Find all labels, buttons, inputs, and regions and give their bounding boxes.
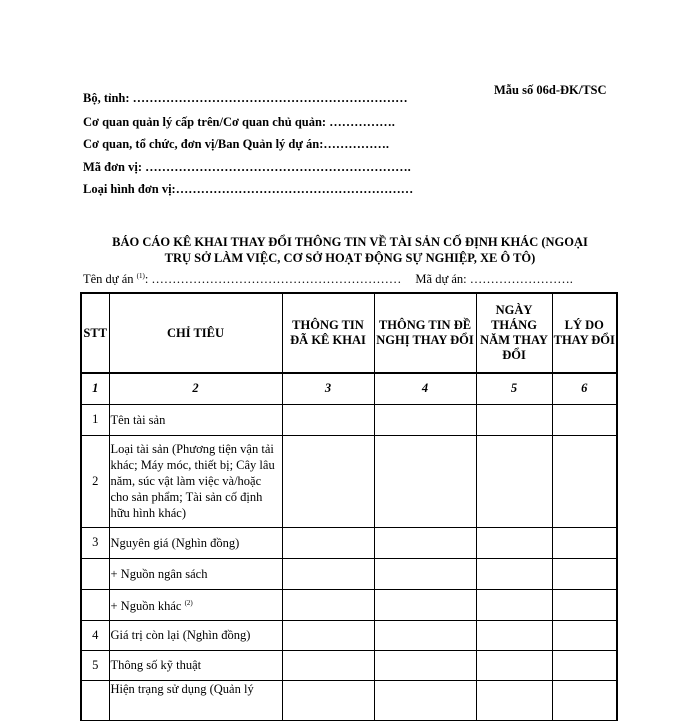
change-reason-cell[interactable] xyxy=(552,589,617,620)
column-number: 6 xyxy=(552,373,617,404)
proposed-change-cell[interactable] xyxy=(374,589,476,620)
change-declaration-table xyxy=(80,292,618,721)
table-row xyxy=(81,527,617,558)
column-number: 5 xyxy=(476,373,552,404)
change-reason-cell[interactable] xyxy=(552,527,617,558)
column-number: 1 xyxy=(81,373,109,404)
row-label: Loại tài sản (Phương tiện vận tải khác; Máy móc, thiết bị; Cây lâu năm, súc vật làm việc và/hoặc cho sản phẩm; Tài sản cố định hữu hình khác) xyxy=(109,435,282,527)
change-date-cell[interactable] xyxy=(476,404,552,435)
change-reason-cell[interactable] xyxy=(552,558,617,589)
change-reason-cell[interactable] xyxy=(552,404,617,435)
header-indicator: CHỈ TIÊU xyxy=(109,293,282,373)
header-change-reason: LÝ DO THAY ĐỔI xyxy=(552,293,617,373)
declared-info-cell[interactable] xyxy=(282,435,374,527)
row-stt: 4 xyxy=(81,620,109,650)
column-number: 3 xyxy=(282,373,374,404)
row-label: Hiện trạng sử dụng (Quản lý xyxy=(109,680,282,720)
table-row xyxy=(81,650,617,680)
row-label xyxy=(109,589,282,620)
declared-info-cell[interactable] xyxy=(282,558,374,589)
row-stt: 5 xyxy=(81,650,109,680)
proposed-change-cell[interactable] xyxy=(374,650,476,680)
header-change-date: NGÀY THÁNG NĂM THAY ĐỔI xyxy=(476,293,552,373)
project-name-dots: : …………………………………………………… xyxy=(144,272,402,286)
change-date-cell[interactable] xyxy=(476,527,552,558)
table-header-row xyxy=(81,293,617,373)
row-stt: 2 xyxy=(81,435,109,527)
row-label-text: + Nguồn khác xyxy=(110,599,185,613)
row-label: + Nguồn ngân sách xyxy=(109,558,282,589)
project-line xyxy=(83,272,573,287)
row-stt xyxy=(81,680,109,720)
header-stt: STT xyxy=(81,293,109,373)
proposed-change-cell[interactable] xyxy=(374,680,476,720)
header-unit-code: Mã đơn vị: ………………………………………………………. xyxy=(83,160,411,174)
proposed-change-cell[interactable] xyxy=(374,404,476,435)
declared-info-cell[interactable] xyxy=(282,620,374,650)
column-number: 4 xyxy=(374,373,476,404)
declared-info-cell[interactable] xyxy=(282,527,374,558)
report-title-line-1: BÁO CÁO KÊ KHAI THAY ĐỔI THÔNG TIN VỀ TÀI SẢN CỐ ĐỊNH KHÁC (NGOẠI xyxy=(112,235,588,249)
header-ministry-province: Bộ, tỉnh: ………………………………………………………… xyxy=(83,91,408,105)
change-reason-cell[interactable] xyxy=(552,650,617,680)
declared-info-cell[interactable] xyxy=(282,404,374,435)
change-date-cell[interactable] xyxy=(476,589,552,620)
change-date-cell[interactable] xyxy=(476,680,552,720)
change-reason-cell[interactable] xyxy=(552,620,617,650)
row-label: Tên tài sản xyxy=(109,404,282,435)
row-stt xyxy=(81,558,109,589)
column-number-row xyxy=(81,373,617,404)
change-date-cell[interactable] xyxy=(476,558,552,589)
row-stt: 1 xyxy=(81,404,109,435)
table-row xyxy=(81,404,617,435)
table-row xyxy=(81,680,617,720)
report-title-line-2: TRỤ SỞ LÀM VIỆC, CƠ SỞ HOẠT ĐỘNG SỰ NGHIỆP, XE Ô TÔ) xyxy=(164,251,536,265)
row-label-footnote: (2) xyxy=(184,599,193,607)
report-title xyxy=(80,234,620,266)
change-date-cell[interactable] xyxy=(476,650,552,680)
project-name-footnote: (1) xyxy=(136,272,145,280)
form-code: Mẫu số 06d-ĐK/TSC xyxy=(494,83,607,97)
change-reason-cell[interactable] xyxy=(552,680,617,720)
header-proposed-change: THÔNG TIN ĐỀ NGHỊ THAY ĐỔI xyxy=(374,293,476,373)
proposed-change-cell[interactable] xyxy=(374,527,476,558)
project-name-label: Tên dự án xyxy=(83,272,134,286)
header-managing-agency: Cơ quan quản lý cấp trên/Cơ quan chủ quản: ……………. xyxy=(83,115,395,129)
table-row xyxy=(81,558,617,589)
table-row xyxy=(81,589,617,620)
proposed-change-cell[interactable] xyxy=(374,558,476,589)
declared-info-cell[interactable] xyxy=(282,650,374,680)
declared-info-cell[interactable] xyxy=(282,589,374,620)
change-date-cell[interactable] xyxy=(476,620,552,650)
row-label: Nguyên giá (Nghìn đồng) xyxy=(109,527,282,558)
change-date-cell[interactable] xyxy=(476,435,552,527)
header-organization-unit: Cơ quan, tổ chức, đơn vị/Ban Quản lý dự án:……………. xyxy=(83,137,389,151)
declared-info-cell[interactable] xyxy=(282,680,374,720)
row-label: Giá trị còn lại (Nghìn đồng) xyxy=(109,620,282,650)
proposed-change-cell[interactable] xyxy=(374,620,476,650)
row-label: Thông số kỹ thuật xyxy=(109,650,282,680)
header-unit-type: Loại hình đơn vị:………………………………………………… xyxy=(83,182,414,196)
project-code-label: Mã dự án: ……………………. xyxy=(415,272,573,286)
row-stt xyxy=(81,589,109,620)
proposed-change-cell[interactable] xyxy=(374,435,476,527)
table-row xyxy=(81,435,617,527)
header-declared-info: THÔNG TIN ĐÃ KÊ KHAI xyxy=(282,293,374,373)
column-number: 2 xyxy=(109,373,282,404)
row-stt: 3 xyxy=(81,527,109,558)
table-row xyxy=(81,620,617,650)
change-reason-cell[interactable] xyxy=(552,435,617,527)
